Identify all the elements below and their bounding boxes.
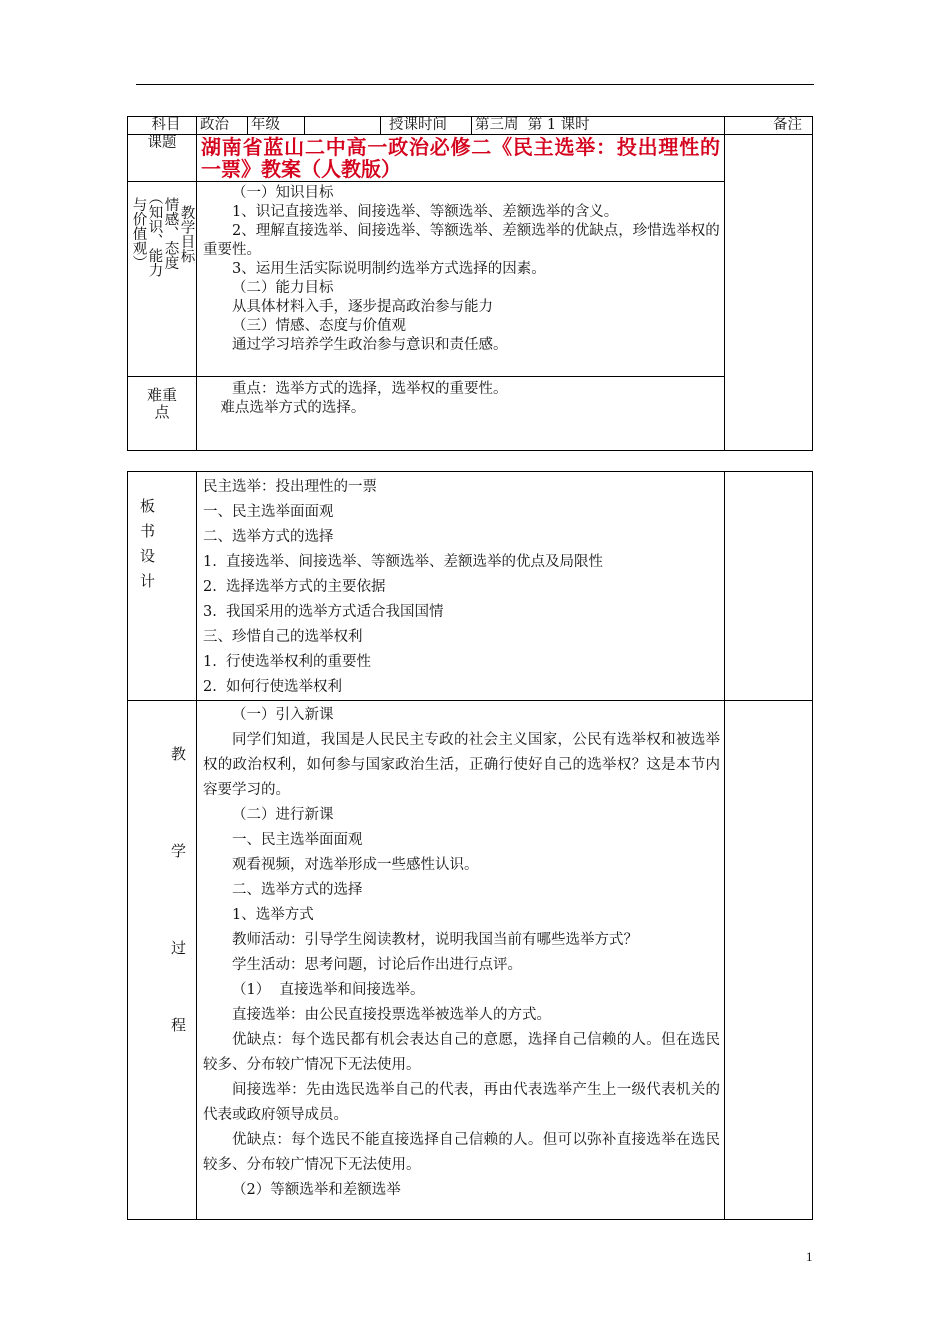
process-line: 一、民主选举面面观 — [232, 832, 363, 848]
objectives-label-col: 与价值观） — [130, 197, 147, 270]
objectives-line: 2、理解直接选举、间接选举、等额选举、差额选举的优缺点，珍惜选举权的重要性。 — [203, 223, 720, 258]
board-label-char: 书 — [140, 522, 156, 540]
board-label — [128, 472, 197, 701]
process-line: 教师活动：引导学生阅读教材，说明我国当前有哪些选举方式？ — [232, 932, 638, 948]
notes-cell — [725, 135, 813, 451]
topic-title: 湖南省蓝山二中高一政治必修二《民主选举：投出理性的一票》教案（人教版） — [197, 135, 725, 182]
process-line: （2）等额选举和差额选举 — [232, 1182, 401, 1198]
board-line: 1. 直接选举、间接选举、等额选举、差额选举的优点及局限性 — [203, 554, 604, 570]
keypoints-label: 难重点 — [128, 377, 197, 451]
objectives-line: （三）情感、态度与价值观 — [232, 318, 406, 334]
board-label-char: 计 — [140, 572, 156, 590]
process-line: （1） 直接选举和间接选举。 — [232, 982, 425, 998]
process-line: （一）引入新课 — [232, 707, 334, 723]
header-rule — [136, 84, 814, 85]
grade-label: 年级 — [248, 117, 305, 135]
board-line: 2. 如何行使选举权利 — [203, 679, 343, 695]
process-line: 同学们知道，我国是人民民主专政的社会主义国家，公民有选举权和被选举权的政治权利，如何参与国家政治生活，正确行使好自己的选举权？这是本节内容要学习的。 — [203, 732, 720, 798]
lesson-info-table — [127, 116, 813, 451]
objectives-label-col: （知识、能力 — [146, 190, 163, 277]
board-notes — [725, 472, 813, 701]
board-label-char: 设 — [140, 547, 156, 565]
process-row — [128, 701, 813, 1220]
header-row — [128, 117, 813, 135]
objectives-content — [197, 182, 725, 377]
objectives-label — [128, 182, 197, 377]
subject-label: 科目 — [128, 117, 197, 135]
objectives-line: 通过学习培养学生政治参与意识和责任感。 — [232, 337, 508, 353]
board-label-char: 板 — [140, 497, 156, 515]
subject-value: 政治 — [197, 117, 248, 135]
objectives-row — [128, 182, 813, 377]
board-line: 三、珍惜自己的选举权利 — [203, 629, 363, 645]
keypoints-row — [128, 377, 813, 451]
process-line: 1、选举方式 — [232, 907, 314, 923]
topic-row — [128, 135, 813, 182]
process-line: 直接选举：由公民直接投票选举被选举人的方式。 — [232, 1007, 551, 1023]
process-line: 优缺点：每个选民都有机会表达自己的意愿，选择自己信赖的人。但在选民较多、分布较广情况下无法使用。 — [203, 1032, 720, 1073]
board-line: 1. 行使选举权利的重要性 — [203, 654, 372, 670]
objectives-label-col: 教学目标 — [178, 204, 195, 263]
process-line: 学生活动：思考问题，讨论后作出进行点评。 — [232, 957, 522, 973]
objectives-line: （二）能力目标 — [232, 280, 334, 296]
grade-value — [305, 117, 381, 135]
page-number: 1 — [806, 1249, 813, 1264]
board-row — [128, 472, 813, 701]
topic-label: 课题 — [128, 135, 197, 182]
process-label-char: 过 — [170, 939, 186, 957]
board-line: 2. 选择选举方式的主要依据 — [203, 579, 386, 595]
objectives-line: 3、运用生活实际说明制约选举方式选择的因素。 — [232, 261, 546, 277]
objectives-line: 1、识记直接选举、间接选举、等额选举、差额选举的含义。 — [232, 204, 619, 220]
time-value: 第三周 第 1 课时 — [472, 117, 725, 135]
objectives-line: 从具体材料入手，逐步提高政治参与能力 — [232, 299, 493, 315]
process-content — [197, 701, 725, 1220]
board-line: 二、选举方式的选择 — [203, 529, 334, 545]
objectives-line: （一）知识目标 — [232, 185, 334, 201]
process-line: 优缺点：每个选民不能直接选择自己信赖的人。但可以弥补直接选举在选民较多、分布较广情况下无法使用。 — [203, 1132, 720, 1173]
keypoints-content — [197, 377, 725, 451]
board-line: 3. 我国采用的选举方式适合我国国情 — [203, 604, 444, 620]
board-content — [197, 472, 725, 701]
process-line: （二）进行新课 — [232, 807, 334, 823]
process-line: 观看视频，对选举形成一些感性认识。 — [232, 857, 479, 873]
process-label-char: 教 — [170, 745, 186, 763]
board-line: 一、民主选举面面观 — [203, 504, 334, 520]
process-notes — [725, 701, 813, 1220]
difficult-point: 难点选举方式的选择。 — [220, 400, 366, 416]
process-label-char: 学 — [170, 842, 186, 860]
notes-label: 备注 — [725, 117, 813, 135]
process-label — [128, 701, 197, 1220]
process-line: 间接选举：先由选民选举自己的代表，再由代表选举产生上一级代表机关的代表或政府领导成员。 — [203, 1082, 720, 1123]
board-line: 民主选举：投出理性的一票 — [203, 479, 377, 495]
process-label-char: 程 — [170, 1016, 186, 1034]
time-label: 授课时间 — [381, 117, 472, 135]
objectives-label-col: 情感、态度 — [162, 197, 179, 270]
teaching-design-table — [127, 471, 813, 1220]
important-point: 重点：选举方式的选择，选举权的重要性。 — [232, 381, 508, 397]
process-line: 二、选举方式的选择 — [232, 882, 363, 898]
